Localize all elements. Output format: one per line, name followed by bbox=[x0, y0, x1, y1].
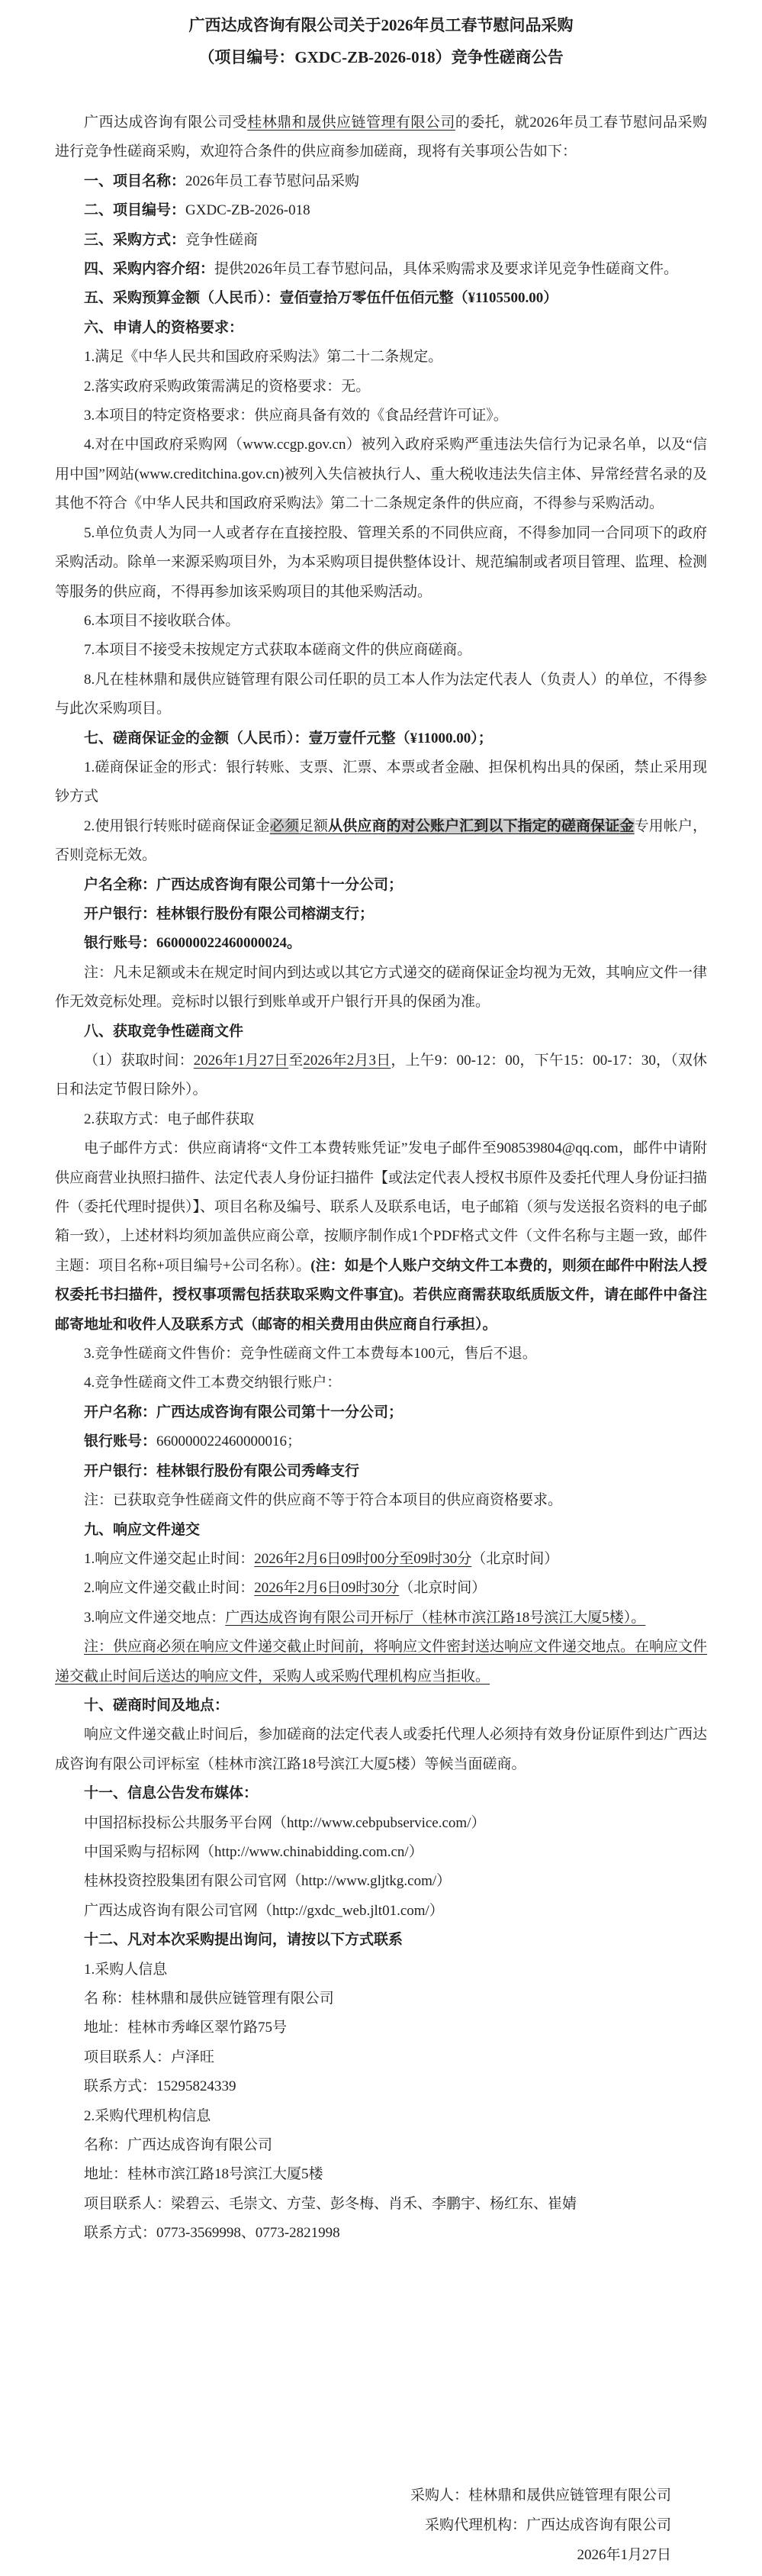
text-run: 中国采购与招标网（http://www.chinabidding.com.cn/） bbox=[84, 1843, 423, 1860]
buyer-address bbox=[55, 2013, 707, 2042]
page-title-line1: 广西达成咨询有限公司关于2026年员工春节慰问品采购 bbox=[188, 16, 574, 34]
text-run: 2.响应文件递交截止时间： bbox=[84, 1580, 255, 1597]
consultation-paragraph bbox=[55, 1720, 707, 1779]
text-run: 的委托，就2026年员工春节慰问品采购进行竞争性磋商采购，欢迎符合条件的供应商参加磋商，现将有关事项公告如下： bbox=[55, 114, 707, 160]
deposit-note bbox=[55, 959, 707, 1017]
deposit-transfer-item bbox=[55, 812, 707, 871]
signature-agency: 采购代理机构：广西达成咨询有限公司 bbox=[424, 2517, 671, 2533]
intro-paragraph bbox=[55, 108, 707, 167]
obtain-note bbox=[55, 1486, 707, 1515]
underlined-text: 注：供应商必须在响应文件递交截止时间前，将响应文件密封送达响应文件递交地点。在响应文件递交截止时间后送达的响应文件，采购人或采购代理机构应当拒收。 bbox=[55, 1639, 708, 1685]
bold-text: 开户银行：桂林银行股份有限公司秀峰支行 bbox=[84, 1462, 360, 1479]
fee-account-number bbox=[55, 1427, 707, 1456]
bold-text: 660000022460000024。 bbox=[156, 935, 302, 952]
doc-fee-account-item bbox=[55, 1369, 707, 1398]
page-title-line2: （项目编号：GXDC-ZB-2026-018）竞争性磋商公告 bbox=[198, 48, 564, 66]
signature-block bbox=[410, 2481, 671, 2570]
text-run: 5.单位负责人为同一人或者存在直接控股、管理关系的不同供应商，不得参加同一合同项下的政府采购活动。除单一来源采购项目外，为本采购项目提供整体设计、规范编制或者项目管理、监理、检测等服务的供应商，不得再参加该采购项目的其他采购活动。 bbox=[55, 524, 708, 600]
signature-date: 2026年1月27日 bbox=[577, 2547, 671, 2563]
obtain-docs-heading bbox=[55, 1017, 707, 1046]
text-run: 7.本项目不接受未按规定方式获取本磋商文件的供应商磋商。 bbox=[84, 642, 472, 659]
text-run: ，上午9：00-12：00，下午15：00-17：30，（双休日和法定节假日除外）。 bbox=[55, 1053, 707, 1098]
deposit-bank bbox=[55, 900, 707, 929]
section-budget bbox=[55, 284, 707, 313]
text-run: 名称：广西达成咨询有限公司 bbox=[84, 2137, 273, 2154]
bold-text: 七、磋商保证金的金额（人民币）：壹万壹仟元整（¥11000.00）； bbox=[84, 730, 493, 746]
agency-info-heading bbox=[55, 2102, 707, 2131]
text-run: 4.竞争性磋商文件工本费交纳银行账户： bbox=[84, 1375, 342, 1391]
text-run: 1.响应文件递交起止时间： bbox=[84, 1550, 255, 1567]
text-run: 专用帐户，否则竞标无效。 bbox=[55, 817, 707, 864]
text-run: 联系方式：15295824339 bbox=[84, 2078, 236, 2095]
text-run: 2.使用银行转账时磋商保证金 bbox=[84, 817, 270, 834]
obtain-method-item bbox=[55, 1105, 707, 1134]
submission-deadline-item bbox=[55, 1574, 707, 1603]
deposit-form-item bbox=[55, 753, 707, 812]
qualification-item-2 bbox=[55, 372, 707, 401]
buyer-phone bbox=[55, 2072, 707, 2101]
text-run: 注：已获取竞争性磋商文件的供应商不等于符合本项目的供应商资格要求。 bbox=[84, 1492, 563, 1509]
text-run: 电子邮件方式：供应商请将“文件工本费转账凭证”发电子邮件至908539804@qq.com，邮件中请附供应商营业执照扫描件、法定代表人身份证扫描件【或法定代表人授权书原件及委托代理人身份证扫描件（委托代理时提供）】、项目名称及编号、联系人及联系电话，电子邮箱（须与发送报名资料的电子邮箱一致），上述材料均须加盖供应商公章，按顺序制作成1个PDF格式文件（文件名称与主题一致，邮件主题：项目名称+项目编号+公司名称）。 bbox=[55, 1140, 708, 1274]
qualification-item-8 bbox=[55, 666, 707, 724]
text-run: 2026年员工春节慰问品采购 bbox=[185, 172, 360, 189]
text-run: 1.满足《中华人民共和国政府采购法》第二十二条规定。 bbox=[84, 349, 443, 366]
bold-text: 五、采购预算金额（人民币）：壹佰壹拾万零伍仟伍佰元整（¥1105500.00） bbox=[84, 290, 558, 307]
text-run: 广西达成咨询有限公司受 bbox=[84, 114, 248, 131]
underlined-text: 的对公账户汇到以下指定的磋商保证金 bbox=[386, 817, 635, 834]
obtain-email-paragraph bbox=[55, 1134, 707, 1340]
underlined-text: 桂林鼎和晟供应链管理有限公司 bbox=[247, 114, 455, 131]
doc-price-item bbox=[55, 1340, 707, 1369]
bold-text: 银行账号： bbox=[84, 935, 157, 952]
bold-text: 一、项目名称： bbox=[84, 172, 186, 189]
underlined-text: 2026年2月6日09时00分至09时30分 bbox=[254, 1550, 472, 1567]
signature-buyer: 采购人：桂林鼎和晟供应链管理有限公司 bbox=[410, 2487, 671, 2503]
consultation-heading bbox=[55, 1691, 707, 1720]
buyer-info-heading bbox=[55, 1955, 707, 1984]
deposit-account-name bbox=[55, 871, 707, 900]
text-run: 4.对在中国政府采购网（www.ccgp.gov.cn）被列入政府采购严重违法失信行为记录名单，以及“信用中国”网站(www.creditchina.gov.cn)被列入失信被执行人、重大税收违法失信主体、异常经营名录的及其他不符合《中华人民共和国政府采购法》第二十二条规定条件的供应商，不得参与采购活动。 bbox=[55, 437, 707, 512]
submission-heading bbox=[55, 1516, 707, 1545]
buyer-name bbox=[55, 1984, 707, 2013]
contact-heading bbox=[55, 1926, 707, 1955]
qualification-item-5 bbox=[55, 519, 707, 607]
qualification-item-4 bbox=[55, 430, 707, 518]
underlined-text: 2026年2月3日 bbox=[303, 1053, 391, 1069]
qualification-item-1 bbox=[55, 343, 707, 372]
agency-contacts bbox=[55, 2190, 707, 2219]
qualification-item-3 bbox=[55, 401, 707, 430]
bold-text: (注：如是个人账户交纳文件工本费的，则须在邮件中附法人授权委托书扫描件，授权事项需包括获取采购文件事宜)。若供应商需获取纸质版文件，请在邮件中备注邮寄地址和收件人及联系方式（邮寄的相关费用由供应商自行承担）。 bbox=[55, 1257, 707, 1333]
text-run: 广西达成咨询有限公司官网（http://gxdc_web.jlt01.com/） bbox=[84, 1902, 444, 1919]
media-item-1 bbox=[55, 1809, 707, 1838]
text-run: 8.凡在桂林鼎和晟供应链管理有限公司任职的员工本人作为法定代表人（负责人）的单位，不得参与此次采购项目。 bbox=[55, 671, 707, 717]
media-item-2 bbox=[55, 1838, 707, 1867]
fee-bank bbox=[55, 1457, 707, 1486]
bold-text: 十、磋商时间及地点： bbox=[84, 1697, 230, 1714]
bold-text: 六、申请人的资格要求： bbox=[84, 319, 244, 336]
bold-text: 十一、信息公告发布媒体： bbox=[84, 1785, 259, 1802]
text-run: 2.采购代理机构信息 bbox=[84, 2107, 211, 2124]
text-run: 联系方式：0773-3569998、0773-2821998 bbox=[84, 2225, 340, 2242]
text-run: 2.获取方式：电子邮件获取 bbox=[84, 1111, 255, 1127]
text-run: 2.落实政府采购政策需满足的资格要求：无。 bbox=[84, 378, 371, 395]
underlined-text: 必须 bbox=[269, 817, 299, 834]
text-run: 项目联系人：梁碧云、毛崇文、方莹、彭冬梅、肖禾、李鹏宇、杨红东、崔婧 bbox=[84, 2195, 577, 2212]
section-project-number bbox=[55, 196, 707, 225]
buyer-contact bbox=[55, 2043, 707, 2072]
agency-phone bbox=[55, 2219, 707, 2248]
media-heading bbox=[55, 1779, 707, 1808]
text-run: 响应文件递交截止时间后，参加磋商的法定代表人或委托代理人必须持有效身份证原件到达广西达成咨询有限公司评标室（桂林市滨江路18号滨江大厦5楼）等候当面磋商。 bbox=[55, 1726, 708, 1772]
bold-text: 十二、凡对本次采购提出询问，请按以下方式联系 bbox=[84, 1932, 404, 1949]
text-run: 地址：桂林市秀峰区翠竹路75号 bbox=[84, 2020, 288, 2036]
text-run: 至 bbox=[288, 1053, 304, 1069]
text-run: （1）获取时间： bbox=[84, 1053, 194, 1069]
text-run: 提供2026年员工春节慰问品，具体采购需求及要求详见竞争性磋商文件。 bbox=[214, 261, 679, 278]
qualification-item-7 bbox=[55, 636, 707, 665]
bold-text: 四、采购内容介绍： bbox=[84, 261, 215, 278]
bold-text: 八、获取竞争性磋商文件 bbox=[84, 1023, 244, 1040]
agency-address bbox=[55, 2160, 707, 2189]
text-run: 3.竞争性磋商文件售价：竞争性磋商文件工本费每本100元，售后不退。 bbox=[84, 1346, 537, 1362]
media-item-3 bbox=[55, 1867, 707, 1896]
underlined-text: 从供应商 bbox=[328, 817, 387, 834]
submission-note bbox=[55, 1633, 707, 1691]
qualification-item-6 bbox=[55, 607, 707, 636]
bold-text: 户名全称：广西达成咨询有限公司第十一分公司； bbox=[84, 876, 404, 893]
text-run: 660000022460000016； bbox=[156, 1433, 302, 1450]
page-title bbox=[55, 0, 707, 73]
section-project-name bbox=[55, 167, 707, 196]
bold-text: 九、响应文件递交 bbox=[84, 1521, 201, 1538]
submission-place-item bbox=[55, 1604, 707, 1633]
document-body bbox=[55, 108, 707, 2249]
fee-account-name bbox=[55, 1398, 707, 1427]
section-content bbox=[55, 255, 707, 284]
text-run: 地址：桂林市滨江路18号滨江大厦5楼 bbox=[84, 2166, 323, 2183]
text-run: 名 称：桂林鼎和晟供应链管理有限公司 bbox=[84, 1991, 334, 2007]
obtain-time-item bbox=[55, 1046, 707, 1105]
bold-text: 三、采购方式： bbox=[84, 231, 186, 248]
bold-text: 开户名称：广西达成咨询有限公司第十一分公司； bbox=[84, 1404, 404, 1420]
text-run: 竞争性磋商 bbox=[185, 231, 259, 248]
section-qualifications-heading bbox=[55, 314, 707, 343]
text-run: 3.响应文件递交地点： bbox=[84, 1609, 226, 1626]
bold-text: 开户银行：桂林银行股份有限公司榕湖支行； bbox=[84, 905, 375, 922]
submission-start-item bbox=[55, 1545, 707, 1574]
deposit-account-number bbox=[55, 929, 707, 958]
text-run: （北京时间） bbox=[471, 1550, 559, 1567]
text-run: 1.采购人信息 bbox=[84, 1961, 168, 1978]
text-run: （北京时间） bbox=[399, 1580, 487, 1597]
underlined-text: 广西达成咨询有限公司开标厅（桂林市滨江路18号滨江大厦5楼）。 bbox=[225, 1609, 646, 1626]
text-run: 中国招标投标公共服务平台网（http://www.cebpubservice.com/） bbox=[84, 1814, 486, 1831]
underlined-text: 2026年2月6日09时30分 bbox=[254, 1580, 400, 1597]
section-method bbox=[55, 226, 707, 255]
bold-text: 银行账号： bbox=[84, 1433, 157, 1450]
deposit-heading bbox=[55, 724, 707, 753]
text-run: 6.本项目不接收联合体。 bbox=[84, 612, 240, 629]
bold-text: 二、项目编号： bbox=[84, 202, 186, 219]
text-run: 桂林投资控股集团有限公司官网（http://www.gljtkg.com/） bbox=[84, 1873, 452, 1890]
text-run: 3.本项目的特定资格要求：供应商具备有效的《食品经营许可证》。 bbox=[84, 408, 508, 424]
text-run: 项目联系人：卢泽旺 bbox=[84, 2049, 215, 2065]
text-run: 1.磋商保证金的形式：银行转账、支票、汇票、本票或者金融、担保机构出具的保函，禁止采用现钞方式 bbox=[55, 759, 707, 805]
underlined-text: 2026年1月27日 bbox=[193, 1053, 289, 1069]
agency-name bbox=[55, 2131, 707, 2160]
text-run: 注：凡未足额或未在规定时间内到达或以其它方式递交的磋商保证金均视为无效，其响应文件一律作无效竞标处理。竞标时以银行到账单或开户银行开具的保函为准。 bbox=[55, 964, 708, 1011]
media-item-4 bbox=[55, 1897, 707, 1926]
underlined-text: 足额 bbox=[298, 817, 329, 834]
text-run: GXDC-ZB-2026-018 bbox=[185, 202, 310, 219]
